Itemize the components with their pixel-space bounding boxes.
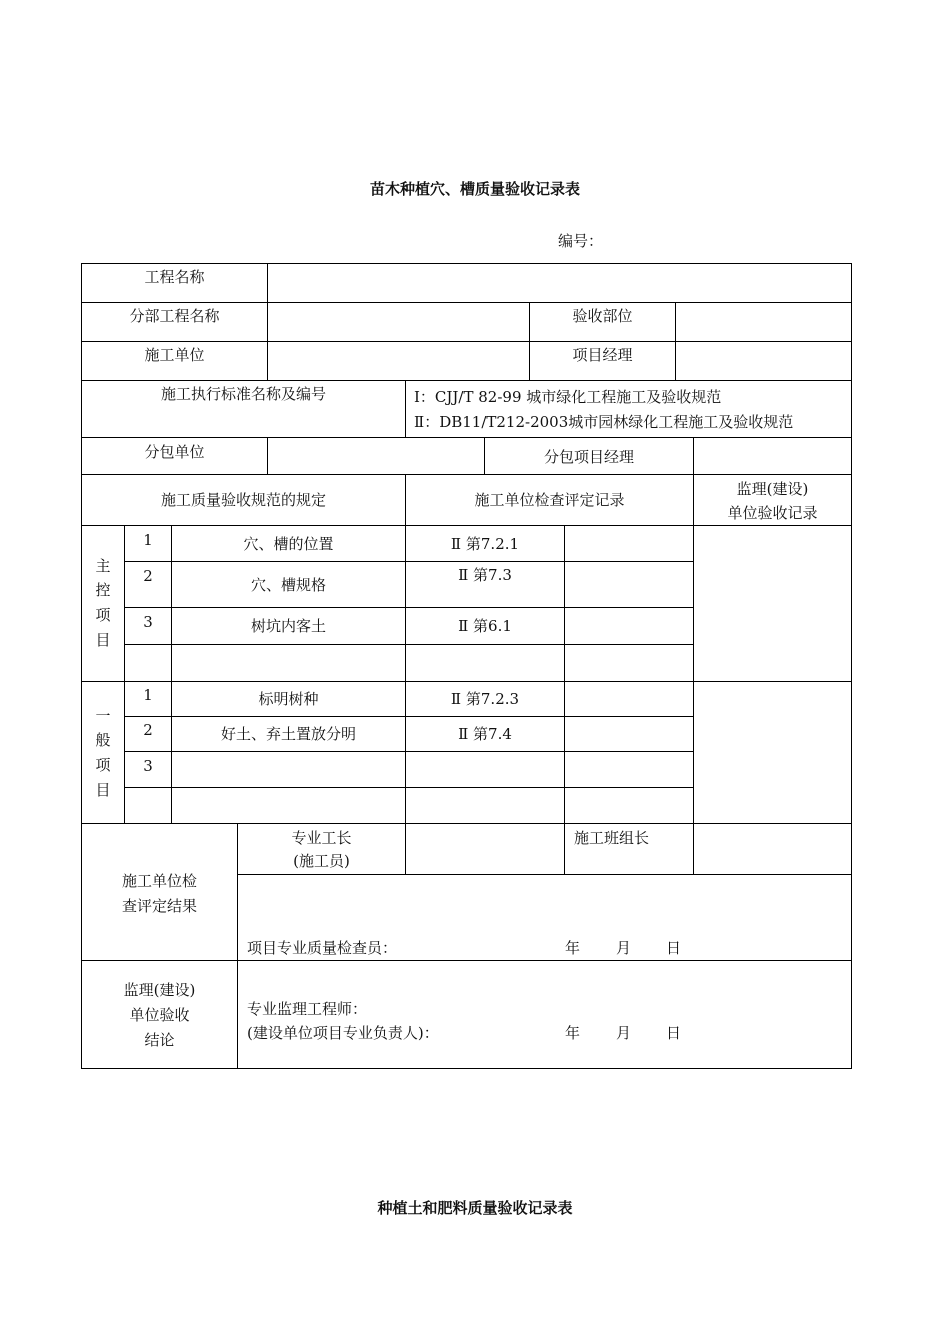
item-number: 2 [143, 721, 153, 739]
date-day: 日 [666, 1024, 682, 1042]
unit-check-record-header: 施工单位检查评定记录 [474, 491, 625, 509]
foreman-label-line1: 专业工长 [291, 829, 352, 847]
conclusion-label-line2: 单位验收 [129, 1006, 190, 1024]
supervisor-record-header-line2: 单位验收记录 [727, 504, 818, 522]
acceptance-part-label: 验收部位 [572, 307, 633, 325]
project-name-label: 工程名称 [144, 268, 205, 286]
item-reference: Ⅱ 第7.4 [458, 725, 512, 743]
general-items-label: 目 [95, 781, 111, 799]
main-items-label: 目 [95, 631, 111, 649]
project-manager-label: 项目经理 [572, 346, 633, 364]
unit-result-label-line2: 查评定结果 [121, 897, 197, 915]
item-number: 2 [143, 567, 153, 585]
unit-result-label-line1: 施工单位检 [121, 872, 197, 890]
construction-unit-label: 施工单位 [144, 346, 205, 364]
spec-rules-header: 施工质量验收规范的规定 [160, 491, 326, 509]
supervisor-engineer-label: 专业监理工程师： [247, 1000, 368, 1018]
date-day: 日 [666, 939, 682, 957]
item-reference: Ⅱ 第6.1 [458, 617, 512, 635]
date-year: 年 [565, 939, 581, 957]
main-items-label: 控 [95, 581, 111, 599]
item-name: 穴、槽规格 [250, 576, 326, 594]
standard-name-label: 施工执行标准名称及编号 [160, 385, 326, 403]
item-number: 1 [143, 531, 153, 549]
standard-2: Ⅱ：DB11/T212-2003城市园林绿化工程施工及验收规范 [414, 413, 794, 431]
conclusion-label-line3: 结论 [144, 1031, 175, 1049]
item-reference: Ⅱ 第7.2.3 [450, 690, 520, 708]
item-name: 树坑内客土 [250, 617, 326, 635]
subcontractor-label: 分包单位 [144, 443, 205, 461]
date-month: 月 [616, 939, 632, 957]
general-items-label: 般 [95, 731, 111, 749]
date-month: 月 [616, 1024, 632, 1042]
item-name: 穴、槽的位置 [243, 535, 334, 553]
general-items-label: 一 [95, 707, 111, 725]
quality-inspector-label: 项目专业质量检查员： [247, 939, 398, 957]
next-form-title: 种植土和肥料质量验收记录表 [377, 1199, 573, 1217]
serial-label: 编号： [558, 232, 604, 250]
subcontract-pm-label: 分包项目经理 [543, 448, 634, 466]
general-items-label: 项 [95, 756, 111, 774]
main-items-label: 主 [95, 557, 111, 575]
item-number: 3 [143, 757, 153, 775]
date-year: 年 [565, 1024, 581, 1042]
sub-project-name-label: 分部工程名称 [129, 307, 220, 325]
main-items-label: 项 [95, 606, 111, 624]
item-number: 1 [143, 686, 153, 704]
team-leader-label: 施工班组长 [574, 829, 650, 847]
item-number: 3 [143, 613, 153, 631]
item-reference: Ⅱ 第7.3 [458, 566, 512, 584]
item-name: 好土、弃土置放分明 [220, 725, 356, 743]
owner-rep-label: (建设单位项目专业负责人)： [247, 1024, 439, 1042]
form-title: 苗木种植穴、槽质量验收记录表 [369, 180, 580, 198]
foreman-label-line2: (施工员) [293, 852, 350, 870]
supervisor-record-header-line1: 监理(建设) [736, 480, 809, 498]
item-name: 标明树种 [258, 690, 319, 708]
standard-1: Ⅰ：CJJ/T 82-99 城市绿化工程施工及验收规范 [414, 388, 722, 406]
item-reference: Ⅱ 第7.2.1 [450, 535, 520, 553]
conclusion-label-line1: 监理(建设) [123, 981, 196, 999]
